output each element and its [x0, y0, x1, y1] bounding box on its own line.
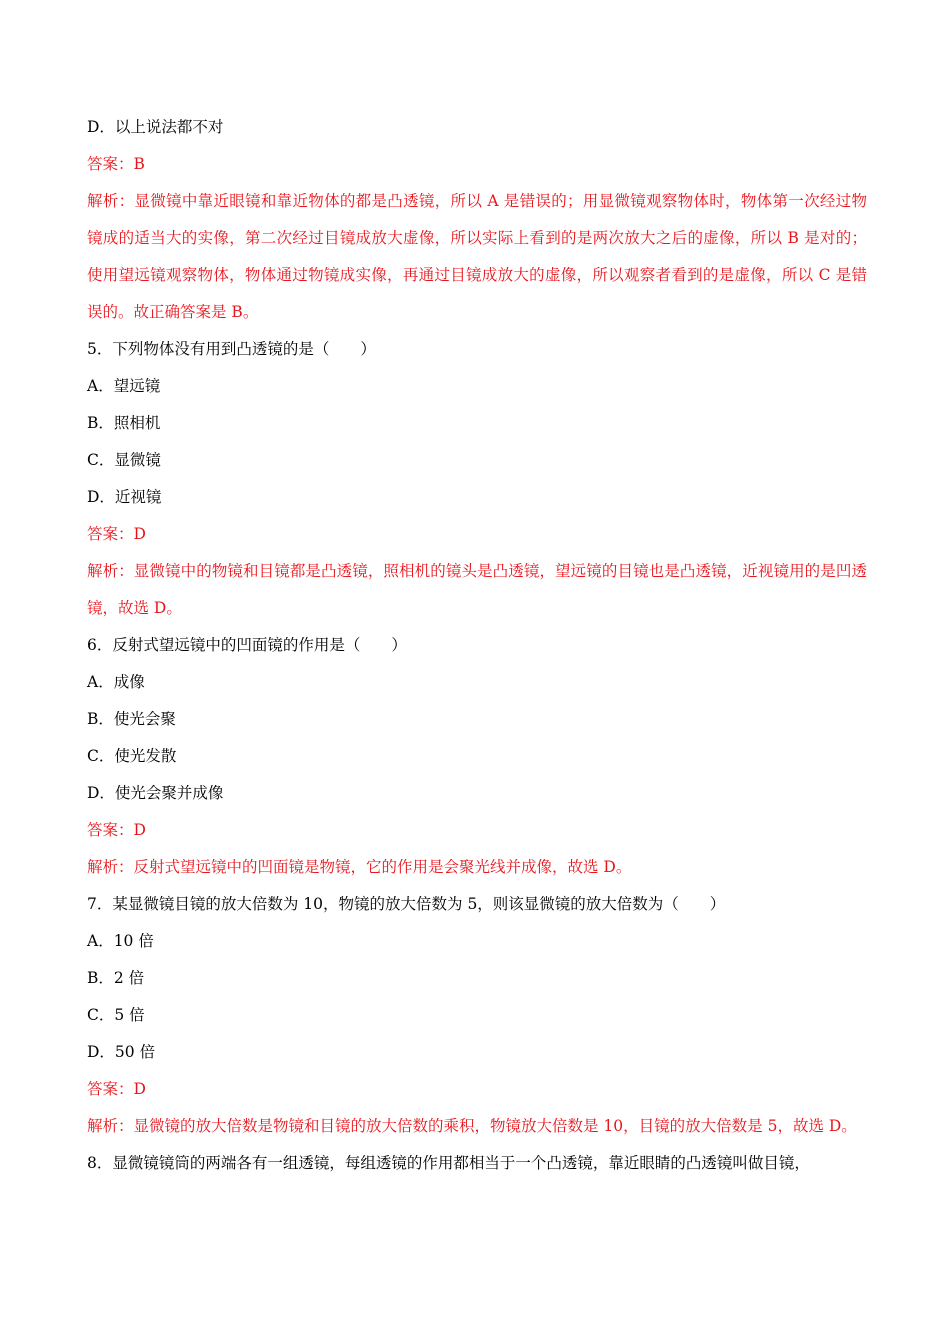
q5-answer: 答案：D	[87, 525, 146, 543]
q5-option-c: C．显微镜	[87, 451, 161, 469]
q7-answer: 答案：D	[87, 1080, 146, 1098]
q7-option-a: A．10 倍	[87, 932, 154, 950]
q5-option-b: B．照相机	[87, 414, 161, 432]
q6-option-d: D．使光会聚并成像	[87, 784, 224, 802]
q8-question: 8．显微镜镜筒的两端各有一组透镜，每组透镜的作用都相当于一个凸透镜，靠近眼睛的凸透镜叫做目镜，	[87, 1154, 810, 1172]
q5-option-a: A．望远镜	[87, 377, 161, 395]
page-content	[87, 109, 867, 1182]
q4-answer: 答案：B	[87, 155, 145, 173]
q4-analysis: 解析：显微镜中靠近眼镜和靠近物体的都是凸透镜，所以 A 是错误的；用显微镜观察物体时，物体第一次经过物镜成的适当大的实像，第二次经过目镜成放大虚像，所以实际上看到的是两次放大之后的虚像，所以 B 是对的；使用望远镜观察物体，物体通过物镜成实像，再通过目镜成放大的虚像，所以观察者看到的是虚像，所以 C 是错误的。故正确答案是 B。	[87, 192, 867, 321]
q5-question: 5．下列物体没有用到凸透镜的是（ ）	[87, 340, 376, 358]
q5-analysis: 解析：显微镜中的物镜和目镜都是凸透镜，照相机的镜头是凸透镜，望远镜的目镜也是凸透镜，近视镜用的是凹透镜，故选 D。	[87, 562, 867, 617]
q6-option-b: B．使光会聚	[87, 710, 176, 728]
q5-option-d: D．近视镜	[87, 488, 162, 506]
q7-option-d: D．50 倍	[87, 1043, 156, 1061]
q6-option-a: A．成像	[87, 673, 145, 691]
q6-option-c: C．使光发散	[87, 747, 177, 765]
q7-option-c: C．5 倍	[87, 1006, 145, 1024]
q7-option-b: B．2 倍	[87, 969, 145, 987]
q4-option-d: D．以上说法都不对	[87, 118, 224, 136]
q6-answer: 答案：D	[87, 821, 146, 839]
q6-analysis: 解析：反射式望远镜中的凹面镜是物镜，它的作用是会聚光线并成像，故选 D。	[87, 858, 632, 876]
q7-analysis: 解析：显微镜的放大倍数是物镜和目镜的放大倍数的乘积，物镜放大倍数是 10，目镜的放大倍数是 5，故选 D。	[87, 1117, 857, 1135]
q6-question: 6．反射式望远镜中的凹面镜的作用是（ ）	[87, 636, 407, 654]
q7-question: 7．某显微镜目镜的放大倍数为 10，物镜的放大倍数为 5，则该显微镜的放大倍数为（ ）	[87, 895, 726, 913]
